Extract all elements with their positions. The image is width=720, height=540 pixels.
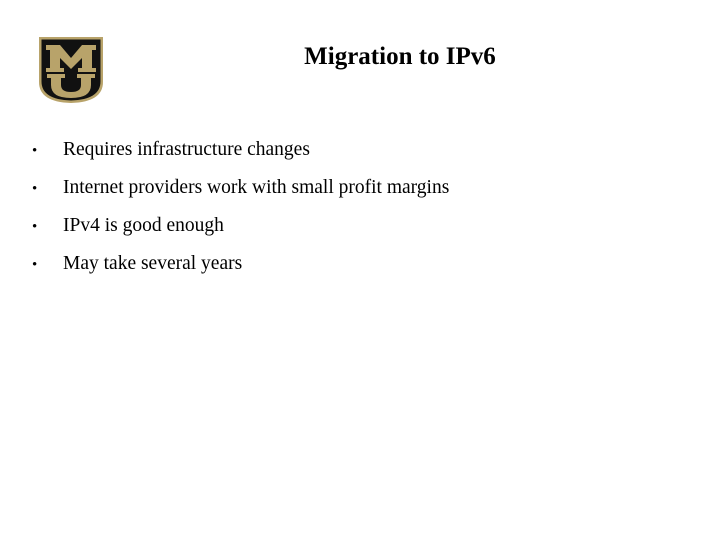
bullet-item <box>32 251 449 289</box>
bullet-icon: • <box>32 219 38 235</box>
bullet-item <box>32 213 449 251</box>
bullet-text: IPv4 is good enough <box>63 215 224 236</box>
mu-logo <box>38 36 104 104</box>
bullet-text: Internet providers work with small profit margins <box>63 177 450 198</box>
bullet-text: May take several years <box>63 253 243 274</box>
bullet-text: Requires infrastructure changes <box>63 139 310 160</box>
bullet-item <box>32 175 449 213</box>
bullet-list <box>32 137 449 289</box>
slide-title: Migration to IPv6 <box>304 43 496 70</box>
bullet-icon: • <box>32 143 38 159</box>
bullet-icon: • <box>32 181 38 197</box>
bullet-icon: • <box>32 257 38 273</box>
bullet-item <box>32 137 449 175</box>
